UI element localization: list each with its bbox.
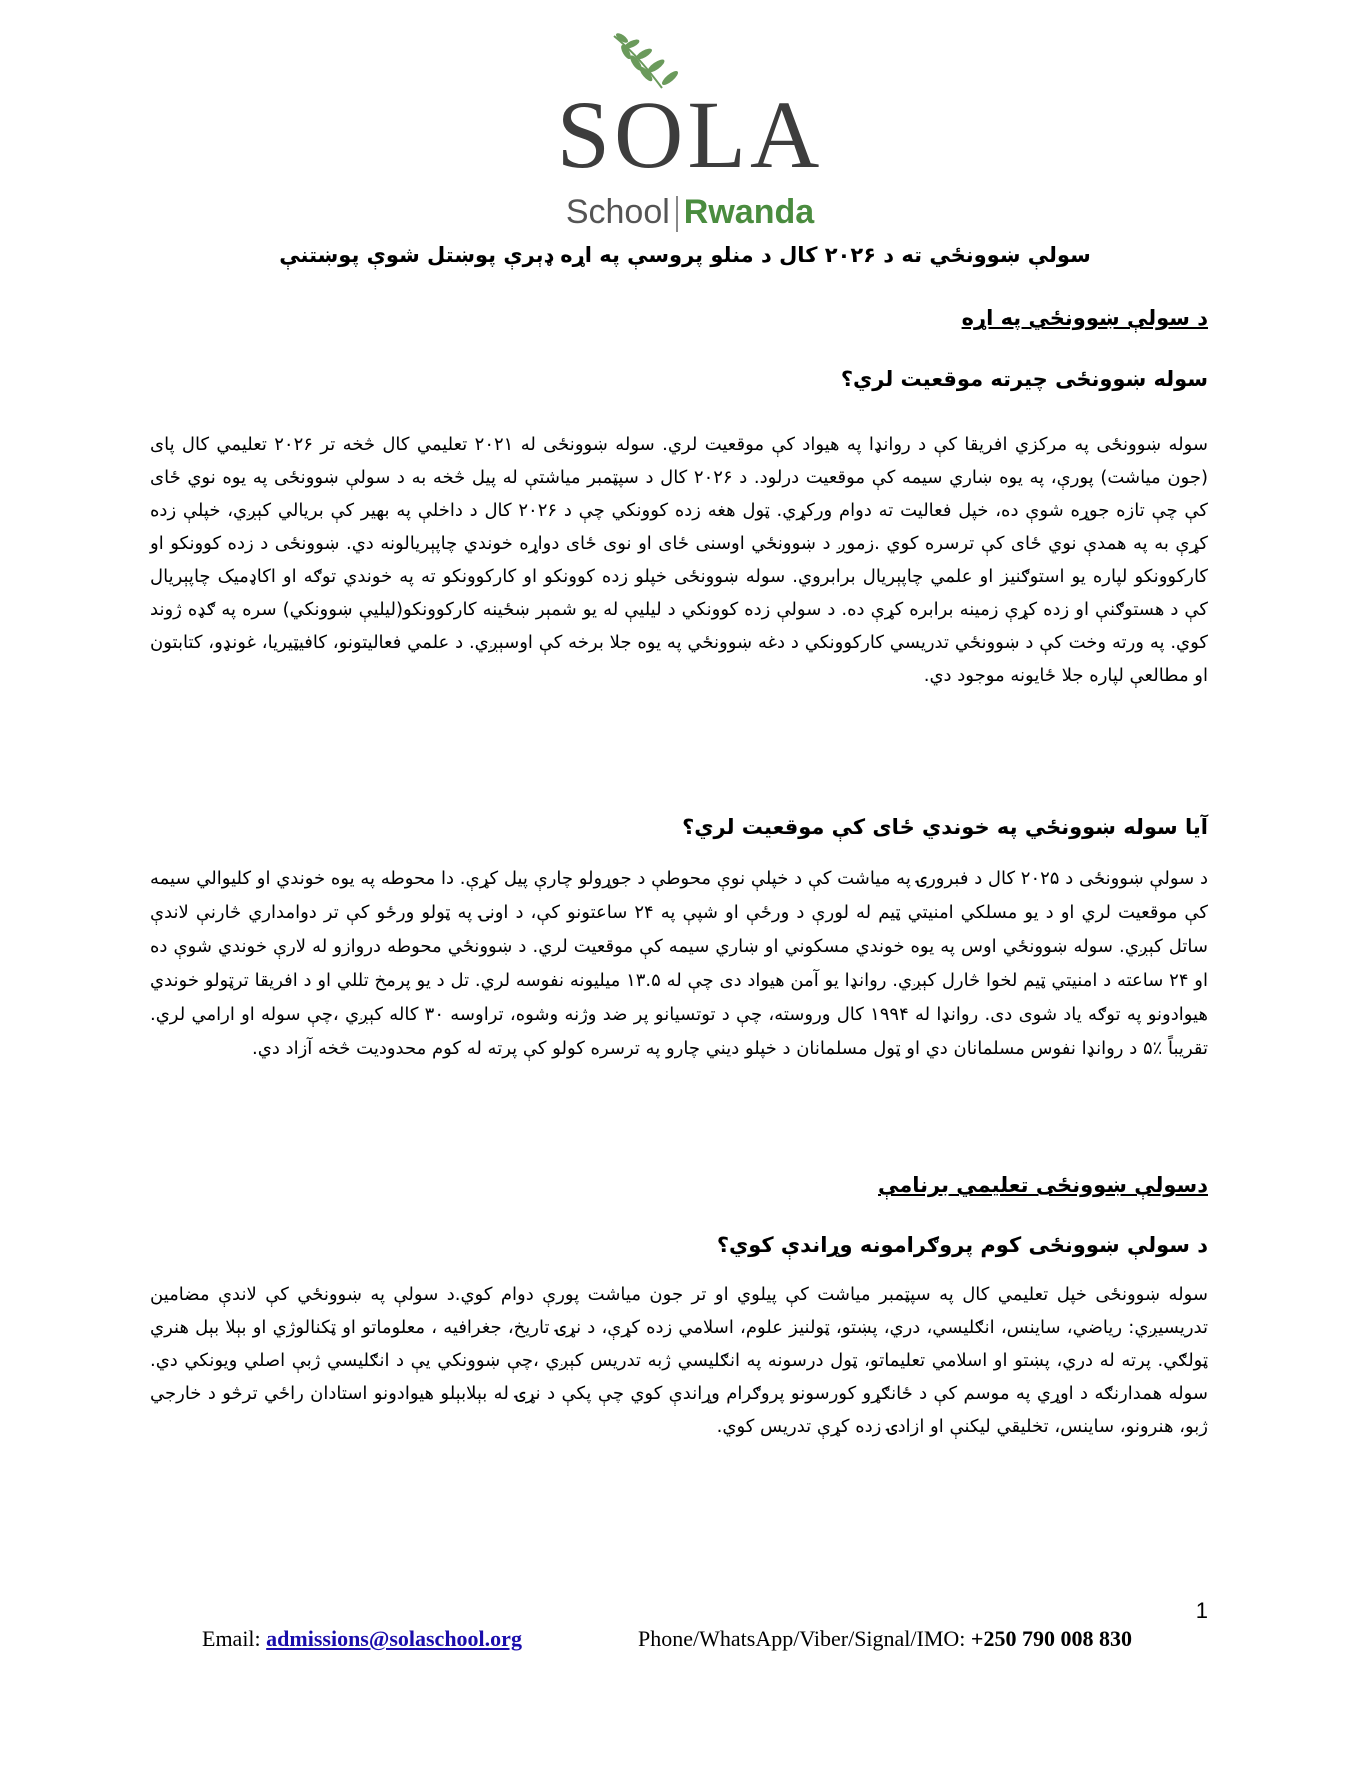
section-heading-about: د سولې ښوونځي په اړه [961,306,1208,330]
phone-number: +250 790 008 830 [970,1626,1132,1651]
logo-divider [676,196,678,232]
sola-logo [540,32,840,231]
answer-location: سوله ښوونځی په مرکزي افریقا کې د روانډا په هیواد کې موقعیت لري. سوله ښوونځی له ۲۰۲۱ تعلیمي کال څخه تر ۲۰۲۶ تعلیمي کال پای (جون میاشت) پورې، په یوه ښاري سیمه کې موقعیت درلود. د ۲۰۲۶ کال د سپټمبر میاشتې له پیل څخه به د سولې ښوونځی په یوه نوي ځای کې چې تازه جوړه شوې ده، خپل فعالیت ته دوام ورکړي. ټول هغه زده کوونکي چې د ۲۰۲۶ کال د داخلې په بهیر کې بریالي کېږي، خپلې زده کړې به په همدې نوي ځای کې ترسره کوي .زموږ د ښوونځي اوسنی ځای او نوی ځای دواړه خوندي چاپېریالونه دي. ښوونځی د زده کوونکو او کارکوونکو لپاره یو استوګنیز او علمي چاپېریال برابروي. سوله ښوونځی خپلو زده کوونکو او کارکوونکو ته په خوندي توګه او اکاډمیک چاپېریال کې د هستوګنې او زده کړې زمینه برابره کړې ده. د سولې زده کوونکي د لیلیې له یو شمېر ښځینه کارکوونکو(لیلیې ښوونکي) سره په ګډه ژوند کوي. په ورته وخت کې د ښوونځي تدریسي کارکوونکي د دغه ښوونځي په یوه جلا برخه کې اوسېږي. د علمي فعالیتونو، کافیټیریا، غونډو، کتابتون او مطالعې لپاره جلا ځایونه موجود دي. [150,434,1208,686]
phone-label: Phone/WhatsApp/Viber/Signal/IMO: [638,1626,966,1651]
logo-school: School [565,193,670,231]
section-heading-programs: دسولې ښوونځی تعلیمي برنامې [878,1173,1208,1197]
page-number: 1 [1195,1598,1208,1623]
answer-programs: سوله ښوونځی خپل تعلیمي کال په سپټمبر میاشت کې پیلوي او تر جون میاشت پورې دوام کوي.د سولې په ښوونځي کې لاندې مضامین تدریسیږي: ریاضي، ساینس، انګلیسي، دري، پښتو، ټولنیز علوم، اسلامي زده کړې، د نړۍ تاریخ، جغرافیه ، معلوماتو او ټکنالوژي او بېلا بېل هنري ټولګي. پرته له دري، پښتو او اسلامي تعلیماتو، ټول درسونه په انګلیسي ژبه تدریس کېږي ،چې ښوونکي یې د انګلیسي ژبې اصلي ویونکي دي. سوله همدارنګه د اوړي په موسم کې د ځانګړو کورسونو پروګرام وړاندې کوي چې پکې د نړۍ له بېلابېلو هیوادونو استادان راځي ترڅو د خارجي ژبو، هنرونو، ساینس، تخلیقي لیکنې او ازادۍ زده کړې تدریس کوي. [150,1284,1208,1437]
question-safety: آیا سوله ښوونځي په خوندي ځای کې موقعیت لري؟ [682,815,1208,839]
logo-wordmark: SOLA [556,81,824,188]
question-location: سوله ښوونځی چیرته موقعیت لري؟ [840,367,1208,391]
logo-country: Rwanda [683,193,815,231]
logo-subtitle [540,192,840,232]
email-label: Email: [202,1626,261,1651]
footer-email [202,1626,522,1652]
question-programs: د سولې ښوونځی کوم پروګرامونه وړاندې کوي؟ [716,1233,1208,1257]
email-link[interactable]: admissions@solaschool.org [266,1626,522,1651]
footer-phone [638,1626,1132,1652]
document-title: سولې ښوونځي ته د ۲۰۲۶ کال د منلو پروسې په اړه ډېرې پوښتل شوې پوښتنې [279,243,1091,267]
answer-safety: د سولې ښوونځی د ۲۰۲۵ کال د فبرورۍ په میاشت کې د خپلې نوې محوطې د جوړولو چارې پیل کړې. دا محوطه په یوه خوندي او کلیوالي سیمه کې موقعیت لري او د یو مسلکي امنیتي ټیم له لورې د ورځې او شپې په ۲۴ ساعتونو کې، د اونۍ په ټولو ورځو کې تر دوامداري څارنې لاندې ساتل کېږي. سوله ښوونځي اوس په یوه خوندي مسکوني او ښاري سیمه کې موقعیت لري. د ښوونځي محوطه دروازو له لارې خوندي شوې ده او ۲۴ ساعته د امنیتي ټیم لخوا څارل کېږي. روانډا یو آمن هیواد دی چې له ۱۳.۵ میلیونه نفوسه لري. تل د یو پرمخ تللي او د افریقا ترټولو خوندي هیوادونو په توګه یاد شوی دی. روانډا له ۱۹۹۴ کال وروسته، چې د توتسیانو پر ضد وژنه وشوه، تراوسه ۳۰ کاله کېږي ،چې سوله او ارامي لري. تقریباً ٪۵ د روانډا نفوس مسلمانان دي او ټول مسلمانان د خپلو دیني چارو په ترسره کولو کې پرته له کوم محدودیت څخه آزاد دي. [150,868,1208,1059]
